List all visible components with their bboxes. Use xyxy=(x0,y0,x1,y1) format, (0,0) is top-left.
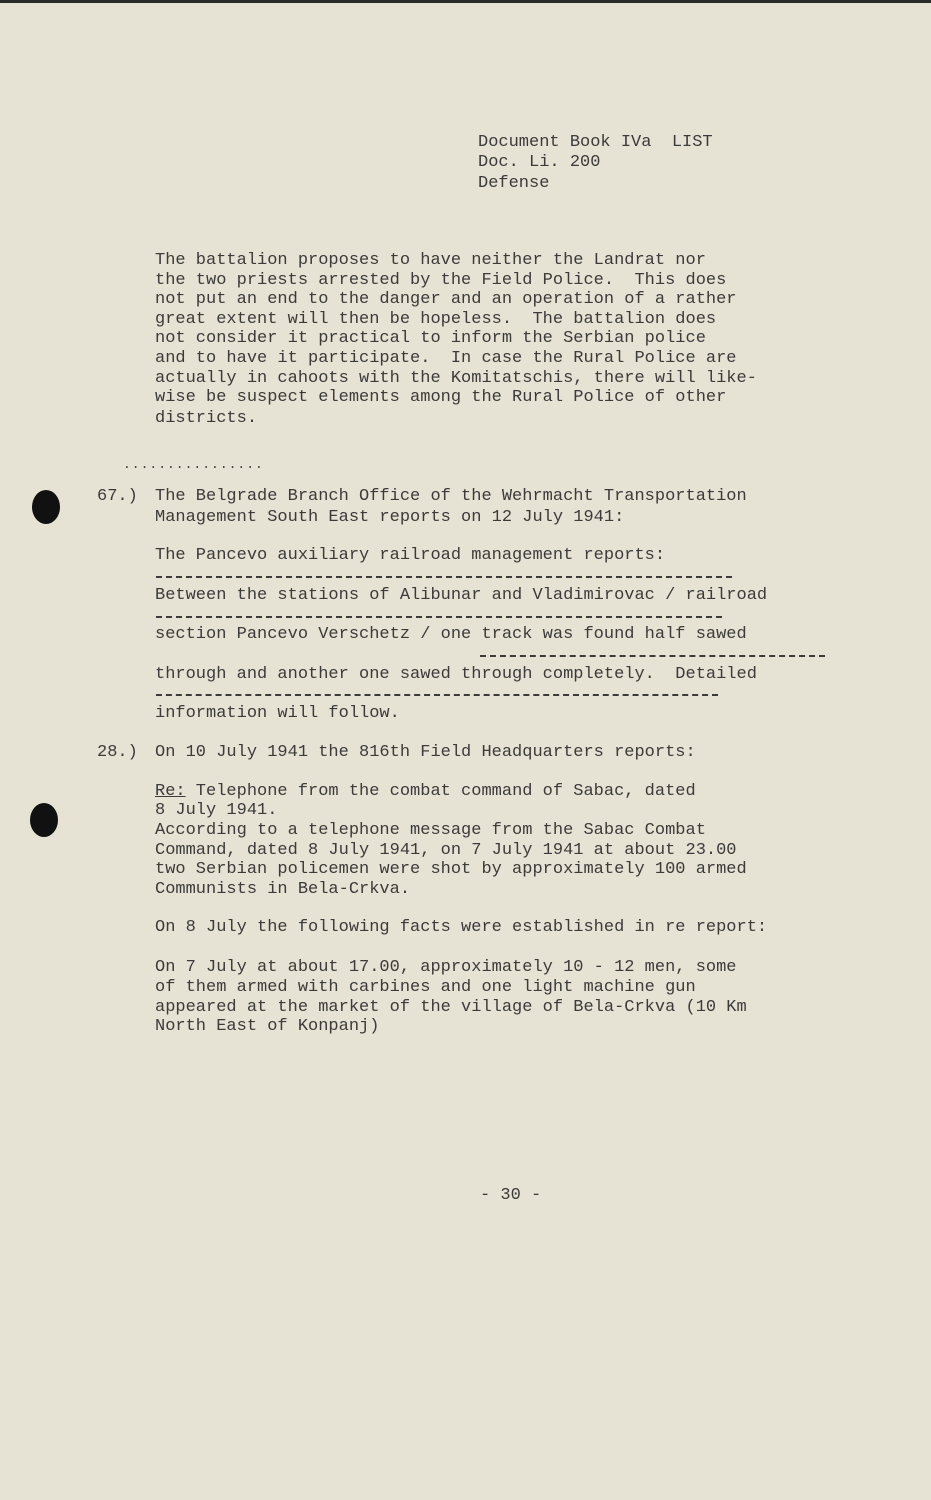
dashed-underline xyxy=(156,576,732,578)
report-line: Between the stations of Alibunar and Vladimirovac / railroad xyxy=(155,586,768,605)
para1-line: The battalion proposes to have neither the Landrat nor xyxy=(155,251,706,270)
punch-hole-top xyxy=(32,490,60,524)
re-label: Re: xyxy=(155,782,186,801)
facts-body-line: North East of Konpanj) xyxy=(155,1017,380,1036)
dashed-underline xyxy=(156,616,722,618)
para1-line: not consider it practical to inform the Serbian police xyxy=(155,329,706,348)
facts-body-line: On 7 July at about 17.00, approximately 10 - 12 men, some xyxy=(155,958,737,977)
re-line-2: 8 July 1941. xyxy=(155,801,278,820)
item28-body-line: According to a telephone message from the Sabac Combat xyxy=(155,821,706,840)
item67-line-2: Management South East reports on 12 July 1941: xyxy=(155,508,625,527)
header-line-1: Document Book IVa LIST xyxy=(478,133,713,152)
page-number: - 30 - xyxy=(480,1186,542,1205)
para1-line: great extent will then be hopeless. The battalion does xyxy=(155,310,717,329)
para1-line: and to have it participate. In case the Rural Police are xyxy=(155,349,737,368)
dashed-underline xyxy=(156,694,718,696)
header-line-3: Defense xyxy=(478,174,550,193)
punch-hole-bottom xyxy=(30,803,58,837)
para1-line: not put an end to the danger and an operation of a rather xyxy=(155,290,737,309)
re-line xyxy=(155,782,696,801)
re-text: Telephone from the combat command of Sabac, dated xyxy=(185,782,696,801)
item28-body-line: Communists in Bela-Crkva. xyxy=(155,880,411,899)
report-line: section Pancevo Verschetz / one track was found half sawed xyxy=(155,625,747,644)
para1-line: the two priests arrested by the Field Police. This does xyxy=(155,271,727,290)
item28-line-1: On 10 July 1941 the 816th Field Headquarters reports: xyxy=(155,743,696,762)
item-number-28: 28.) xyxy=(97,743,138,762)
facts-body-line: of them armed with carbines and one light machine gun xyxy=(155,978,696,997)
report-line: through and another one sawed through completely. Detailed xyxy=(155,665,757,684)
page-top-edge xyxy=(0,0,931,3)
report-line: information will follow. xyxy=(155,704,400,723)
item67-line-1: The Belgrade Branch Office of the Wehrmacht Transportation xyxy=(155,487,747,506)
section-separator: ................ xyxy=(123,457,264,472)
dashed-underline xyxy=(480,655,825,657)
header-line-2: Doc. Li. 200 xyxy=(478,153,601,172)
para1-line: actually in cahoots with the Komitatschis, there will like- xyxy=(155,369,757,388)
para1-line: wise be suspect elements among the Rural Police of other xyxy=(155,388,727,407)
item28-body-line: Command, dated 8 July 1941, on 7 July 1941 at about 23.00 xyxy=(155,841,737,860)
facts-line: On 8 July the following facts were established in re report: xyxy=(155,918,768,937)
para1-line: districts. xyxy=(155,409,258,428)
item28-body-line: two Serbian policemen were shot by approximately 100 armed xyxy=(155,860,747,879)
item-number-67: 67.) xyxy=(97,487,138,506)
report-line: The Pancevo auxiliary railroad management reports: xyxy=(155,546,666,565)
facts-body-line: appeared at the market of the village of Bela-Crkva (10 Km xyxy=(155,998,747,1017)
